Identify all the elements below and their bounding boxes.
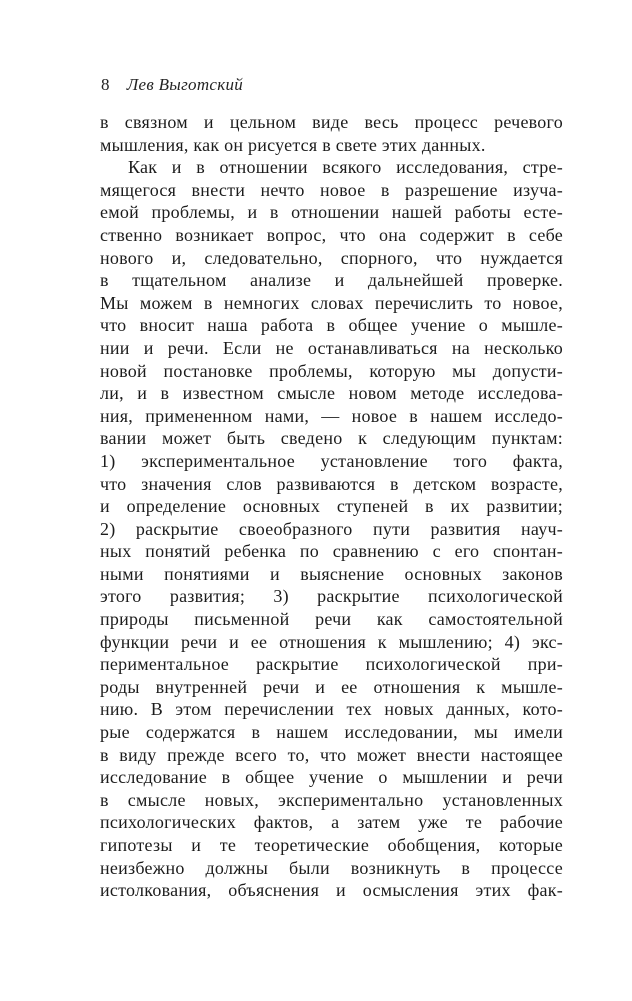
- text-line: природы письменной речи как самостоятельной: [100, 609, 563, 630]
- text-line: новой постановке проблемы, которую мы допусти-: [100, 360, 563, 381]
- text-line: вании может быть сведено к следующим пунктам:: [100, 428, 563, 449]
- body-text: [100, 111, 563, 902]
- text-line: 2) раскрытие своеобразного пути развития науч-: [100, 518, 563, 539]
- text-line: нию. В этом перечислении тех новых данных, кото-: [100, 699, 563, 720]
- text-line: емой проблемы, и в отношении нашей работы есте-: [100, 202, 563, 223]
- text-line: мящегося внести нечто новое в разрешение изуча-: [100, 179, 563, 200]
- text-line: ния, примененном нами, — новое в нашем исследо-: [100, 405, 563, 426]
- text-line: психологических фактов, а затем уже те рабочие: [100, 812, 563, 833]
- text-line: мышления, как он рисуется в свете этих данных.: [100, 134, 486, 155]
- text-line: и определение основных ступеней в их развитии;: [100, 496, 563, 517]
- text-line: нового и, следовательно, спорного, что нуждается: [100, 247, 563, 268]
- text-line: что значения слов развиваются в детском возрасте,: [100, 473, 563, 494]
- text-line: Мы можем в немногих словах перечислить то новое,: [100, 292, 563, 313]
- text-line: неизбежно должны были возникнуть в процессе: [100, 857, 563, 878]
- text-line: ных понятий ребенка по сравнению с его спонтан-: [100, 541, 563, 562]
- text-line: 1) экспериментальное установление того факта,: [100, 450, 563, 471]
- text-line: в смысле новых, экспериментально установленных: [100, 789, 563, 810]
- page-header: [101, 76, 243, 94]
- text-line: рые содержатся в нашем исследовании, мы имели: [100, 722, 563, 743]
- text-line: Как и в отношении всякого исследования, стре-: [128, 157, 563, 178]
- text-line: ными понятиями и выяснение основных законов: [100, 563, 563, 584]
- text-line: в связном и цельном виде весь процесс речевого: [100, 112, 563, 132]
- text-line: ли, и в известном смысле новом методе исследова-: [100, 383, 563, 404]
- running-title-author: Лев Выготский: [126, 75, 244, 94]
- text-line: исследование в общее учение о мышлении и речи: [100, 767, 563, 788]
- text-line: ственно возникает вопрос, что она содержит в себе: [100, 224, 563, 245]
- text-line: в тщательном анализе и дальнейшей проверке.: [100, 270, 563, 291]
- text-line: функции речи и ее отношения к мышлению; 4) экс-: [100, 631, 563, 652]
- text-line: истолкования, объяснения и осмысления этих фак-: [100, 880, 563, 901]
- text-line: этого развития; 3) раскрытие психологической: [100, 586, 563, 607]
- text-line: нии и речи. Если не останавливаться на несколько: [100, 337, 563, 358]
- page-number: 8: [101, 75, 110, 94]
- text-line: роды внутренней речи и ее отношения к мышле-: [100, 676, 563, 697]
- text-line: периментальное раскрытие психологической при-: [100, 654, 563, 675]
- text-line: что вносит наша работа в общее учение о мышле-: [100, 315, 563, 336]
- text-line: гипотезы и те теоретические обобщения, которые: [100, 835, 563, 855]
- text-line: в виду прежде всего то, что может внести настоящее: [100, 744, 563, 765]
